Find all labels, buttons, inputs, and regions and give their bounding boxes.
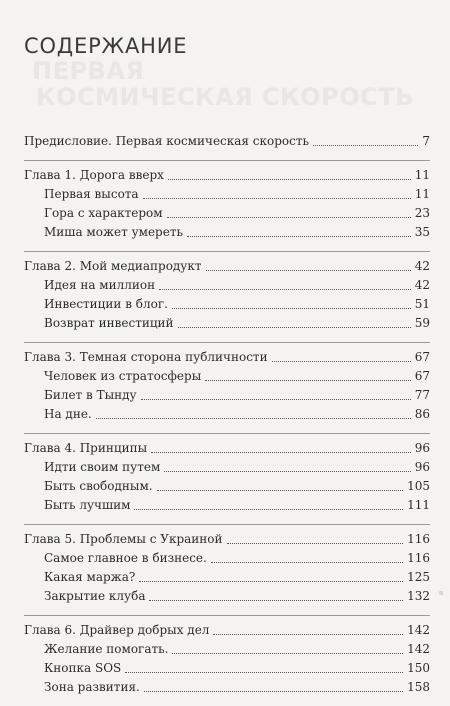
- toc-section: [24, 615, 430, 697]
- dot-leader: [157, 490, 404, 491]
- show-through-line-1: ПЕРВАЯ: [32, 57, 145, 85]
- toc-entry-title: Первая высота: [44, 187, 139, 201]
- toc-subentry[interactable]: [24, 549, 430, 568]
- toc-entry-title: Миша может умереть: [44, 225, 184, 239]
- toc-chapter-entry[interactable]: [24, 132, 430, 151]
- toc-entry-title: Идея на миллион: [44, 278, 156, 292]
- toc-entry-title: Глава 6. Драйвер добрых дел: [24, 623, 210, 637]
- toc-entry-title: Глава 5. Проблемы с Украиной: [24, 532, 223, 546]
- toc-page-number: 11: [414, 187, 430, 201]
- dot-leader: [227, 543, 404, 544]
- toc-entry-title: Возврат инвестиций: [44, 316, 174, 330]
- toc-subentry[interactable]: [24, 223, 430, 242]
- dot-leader: [205, 380, 410, 381]
- toc-page-number: 67: [414, 350, 430, 364]
- toc-entry-title: Глава 2. Мой медиапродукт: [24, 259, 202, 273]
- toc-subentry[interactable]: [24, 496, 430, 515]
- page-edge-mark: ▪: [438, 588, 444, 597]
- dot-leader: [139, 581, 403, 582]
- dot-leader: [213, 634, 403, 635]
- toc-page-number: 150: [407, 661, 430, 675]
- dot-leader: [141, 399, 411, 400]
- toc-subentry[interactable]: [24, 405, 430, 424]
- dot-leader: [143, 198, 411, 199]
- toc-page-number: 23: [414, 206, 430, 220]
- show-through-heading: [26, 58, 426, 110]
- toc-subentry[interactable]: [24, 367, 430, 386]
- toc-entry-title: Предисловие. Первая космическая скорость: [24, 134, 310, 148]
- dot-leader: [134, 509, 403, 510]
- toc-subentry[interactable]: [24, 640, 430, 659]
- toc-page-number: 77: [414, 388, 430, 402]
- toc-subentry[interactable]: [24, 295, 430, 314]
- toc-page-number: 42: [414, 259, 430, 273]
- toc-chapter-entry[interactable]: [24, 166, 430, 185]
- dot-leader: [187, 236, 411, 237]
- toc-entry-title: На дне.: [44, 407, 92, 421]
- toc-entry-title: Быть лучшим: [44, 498, 131, 512]
- dot-leader: [206, 270, 411, 271]
- toc-page-number: 7: [422, 134, 430, 148]
- toc-page-number: 86: [414, 407, 430, 421]
- toc-subentry[interactable]: [24, 204, 430, 223]
- dot-leader: [313, 145, 418, 146]
- page-title: СОДЕРЖАНИЕ: [24, 34, 188, 58]
- dot-leader: [272, 361, 411, 362]
- dot-leader: [96, 418, 411, 419]
- toc-subentry[interactable]: [24, 458, 430, 477]
- toc-chapter-entry[interactable]: [24, 439, 430, 458]
- toc-entry-title: Кнопка SOS: [44, 661, 122, 675]
- toc-chapter-entry[interactable]: [24, 348, 430, 367]
- toc-section: [24, 132, 430, 151]
- toc-page-number: 67: [414, 369, 430, 383]
- toc-entry-title: Глава 3. Темная сторона публичности: [24, 350, 268, 364]
- dot-leader: [211, 562, 403, 563]
- toc-subentry[interactable]: [24, 659, 430, 678]
- show-through-line-2: КОСМИЧЕСКАЯ СКОРОСТЬ: [36, 83, 414, 111]
- toc-subentry[interactable]: [24, 185, 430, 204]
- toc-section: [24, 524, 430, 606]
- toc-entry-title: Быть свободным.: [44, 479, 153, 493]
- toc-page-number: 116: [407, 551, 430, 565]
- dot-leader: [167, 217, 411, 218]
- toc-section: [24, 251, 430, 333]
- toc-page-number: 96: [414, 441, 430, 455]
- dot-leader: [159, 289, 411, 290]
- dot-leader: [125, 672, 403, 673]
- toc-chapter-entry[interactable]: [24, 621, 430, 640]
- toc-subentry[interactable]: [24, 276, 430, 295]
- toc-subentry[interactable]: [24, 314, 430, 333]
- toc-page-number: 51: [414, 297, 430, 311]
- toc-page-number: 142: [407, 623, 430, 637]
- toc-entry-title: Зона развития.: [44, 680, 140, 694]
- dot-leader: [178, 327, 411, 328]
- toc-page-number: 59: [414, 316, 430, 330]
- table-of-contents: [24, 132, 430, 706]
- toc-page-number: 158: [407, 680, 430, 694]
- toc-subentry[interactable]: [24, 678, 430, 697]
- dot-leader: [172, 653, 403, 654]
- toc-entry-title: Гора с характером: [44, 206, 163, 220]
- dot-leader: [172, 308, 411, 309]
- toc-entry-title: Самое главное в бизнесе.: [44, 551, 207, 565]
- toc-page-number: 116: [407, 532, 430, 546]
- toc-page-number: 111: [407, 498, 430, 512]
- dot-leader: [151, 452, 411, 453]
- toc-section: [24, 433, 430, 515]
- toc-page-number: 132: [407, 589, 430, 603]
- toc-page-number: 35: [414, 225, 430, 239]
- toc-chapter-entry[interactable]: [24, 257, 430, 276]
- dot-leader: [164, 471, 410, 472]
- toc-chapter-entry[interactable]: [24, 530, 430, 549]
- toc-page-number: 142: [407, 642, 430, 656]
- toc-entry-title: Человек из стратосферы: [44, 369, 202, 383]
- toc-page-number: 105: [407, 479, 430, 493]
- toc-entry-title: Закрытие клуба: [44, 589, 146, 603]
- toc-section: [24, 342, 430, 424]
- toc-entry-title: Билет в Тынду: [44, 388, 137, 402]
- toc-page-number: 11: [414, 168, 430, 182]
- toc-subentry[interactable]: [24, 568, 430, 587]
- dot-leader: [168, 179, 411, 180]
- toc-entry-title: Какая маржа?: [44, 570, 136, 584]
- toc-subentry[interactable]: [24, 386, 430, 405]
- dot-leader: [149, 600, 403, 601]
- toc-entry-title: Глава 4. Принципы: [24, 441, 148, 455]
- toc-page-number: 96: [414, 460, 430, 474]
- toc-entry-title: Инвестиции в блог.: [44, 297, 168, 311]
- toc-page-number: 125: [407, 570, 430, 584]
- toc-page-number: 42: [414, 278, 430, 292]
- toc-subentry[interactable]: [24, 587, 430, 606]
- toc-section: [24, 160, 430, 242]
- toc-subentry[interactable]: [24, 477, 430, 496]
- toc-entry-title: Желание помогать.: [44, 642, 169, 656]
- toc-entry-title: Глава 1. Дорога вверх: [24, 168, 164, 182]
- dot-leader: [144, 691, 403, 692]
- toc-entry-title: Идти своим путем: [44, 460, 161, 474]
